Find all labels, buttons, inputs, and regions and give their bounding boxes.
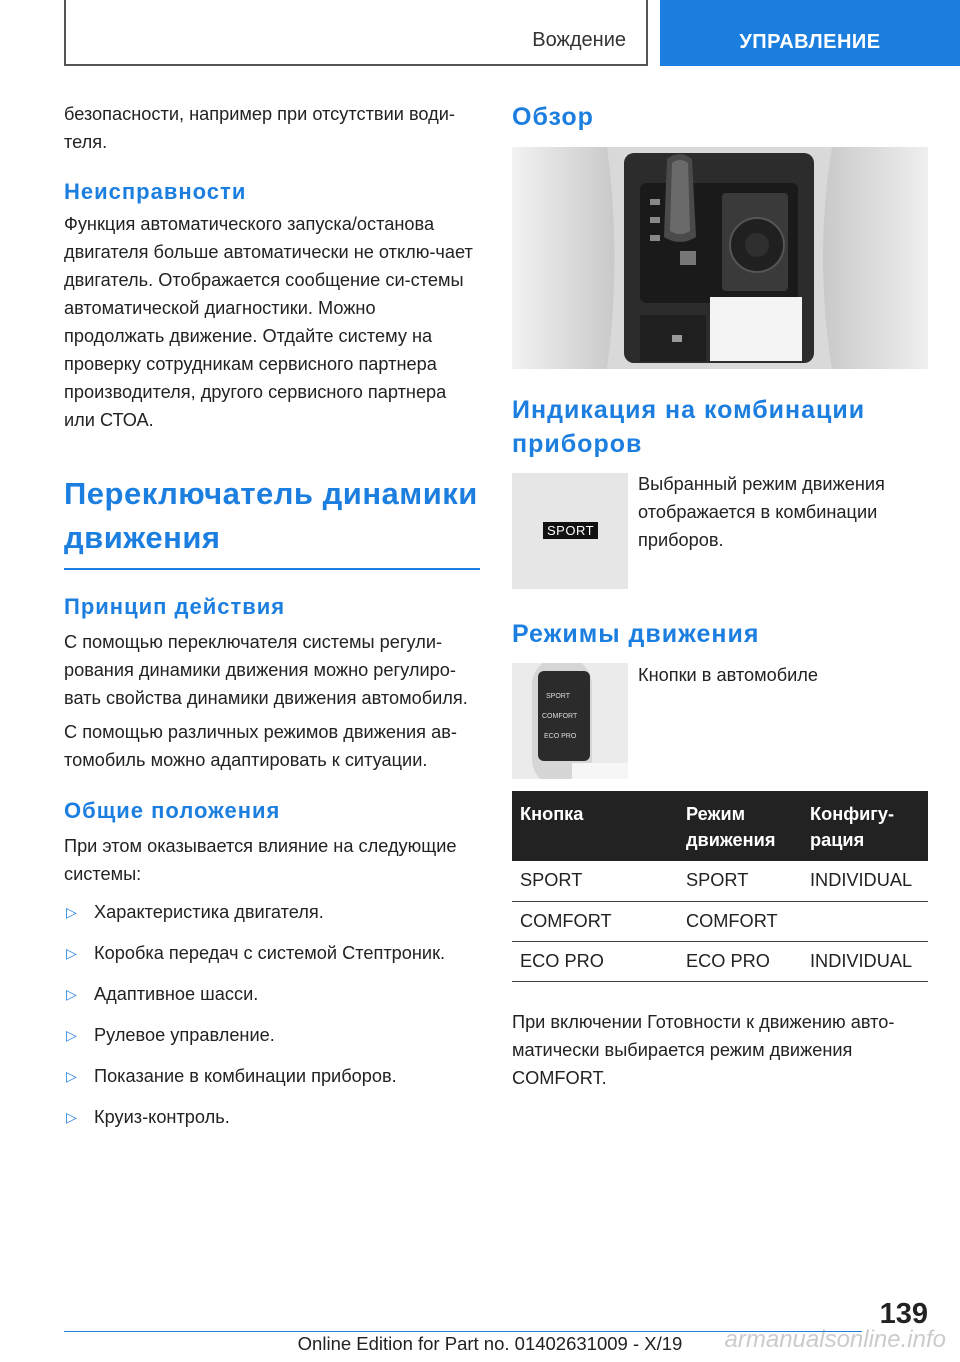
overview-heading: Обзор xyxy=(512,103,594,131)
list-item: ▷ Адаптивное шасси. xyxy=(64,980,480,1008)
left-column xyxy=(64,100,480,1144)
table-cell: INDIVIDUAL xyxy=(802,861,928,901)
list-item: ▷ Рулевое управление. xyxy=(64,1021,480,1049)
table-header-row xyxy=(512,791,928,861)
principle-paragraph-2: С помощью различных режимов движения ав-томобиль можно адаптировать к ситуации. xyxy=(64,722,457,770)
cluster-paragraph: Выбранный режим движения отображается в комбинации приборов. xyxy=(638,474,885,550)
table-cell xyxy=(802,901,928,941)
triangle-bullet-icon: ▷ xyxy=(66,1109,77,1125)
chapter-divider xyxy=(64,568,480,570)
mode-button-sport: SPORT xyxy=(546,693,570,700)
header-section-box xyxy=(64,0,648,66)
table-cell: INDIVIDUAL xyxy=(802,941,928,981)
table-header-cell: Режим движения xyxy=(678,791,802,861)
chapter-title: Переключатель динамики движения xyxy=(64,476,478,555)
header-chapter-label: УПРАВЛЕНИЕ xyxy=(739,31,881,53)
triangle-bullet-icon: ▷ xyxy=(66,945,77,961)
right-column xyxy=(512,100,928,1092)
systems-list xyxy=(64,898,480,1131)
closing-paragraph: При включении Готовности к движению авто-матически выбирается режим движения COMFORT. xyxy=(512,1011,895,1088)
watermark: armanualsonline.info xyxy=(724,1326,946,1353)
modes-caption: Кнопки в автомобиле xyxy=(638,665,819,685)
triangle-bullet-icon: ▷ xyxy=(66,904,77,920)
list-item: ▷ Коробка передач с системой Стептроник. xyxy=(64,939,480,967)
table-cell: COMFORT xyxy=(512,901,678,941)
sport-badge: SPORT xyxy=(543,522,598,539)
footer-edition: Online Edition for Part no. 01402631009 - X/19 xyxy=(297,1333,683,1354)
table-row xyxy=(512,901,928,941)
malfunction-paragraph: Функция автоматического запуска/останова двигателя больше автоматически не отклю-чает двигатель. Отображается сообщение си-стемы автоматической диагностики. Можно продолжать движение. Отдайте систему на проверку сотрудникам сервисного партнера производителя, другого сервисного партнера или СТОА. xyxy=(64,214,473,430)
center-console-image xyxy=(512,147,928,369)
table-cell: SPORT xyxy=(512,861,678,901)
modes-table xyxy=(512,791,928,982)
table-cell: ECO PRO xyxy=(678,941,802,981)
center-console-illustration xyxy=(512,147,928,369)
triangle-bullet-icon: ▷ xyxy=(66,1068,77,1084)
header-section-label: Вождение xyxy=(532,29,626,51)
intro-paragraph: безопасности, например при отсутствии води-теля. xyxy=(64,104,455,152)
list-item: ▷ Характеристика двигателя. xyxy=(64,898,480,926)
header-chapter-tab[interactable] xyxy=(660,0,960,66)
table-header-cell: Конфигу-рация xyxy=(802,791,928,861)
cluster-heading: Индикация на комбинации приборов xyxy=(512,396,866,458)
principle-heading: Принцип действия xyxy=(64,594,286,619)
page-number: 139 xyxy=(879,1298,928,1330)
mode-button-eco-pro: ECO PRO xyxy=(544,733,577,740)
malfunction-heading: Неисправности xyxy=(64,179,247,204)
general-intro: При этом оказывается влияние на следующие системы: xyxy=(64,836,457,884)
list-item: ▷ Показание в комбинации приборов. xyxy=(64,1062,480,1090)
table-cell: COMFORT xyxy=(678,901,802,941)
cluster-display-image xyxy=(512,473,628,589)
triangle-bullet-icon: ▷ xyxy=(66,1027,77,1043)
general-heading: Общие положения xyxy=(64,798,281,823)
table-cell: ECO PRO xyxy=(512,941,678,981)
modes-heading: Режимы движения xyxy=(512,620,760,648)
principle-paragraph-1: С помощью переключателя системы регули-рования динамики движения можно регулиро-вать свойства динамики движения автомобиля. xyxy=(64,632,468,708)
triangle-bullet-icon: ▷ xyxy=(66,986,77,1002)
cluster-block xyxy=(512,473,928,589)
table-cell: SPORT xyxy=(678,861,802,901)
mode-button-comfort: COMFORT xyxy=(542,713,578,720)
table-row xyxy=(512,861,928,901)
modes-block xyxy=(512,663,928,779)
list-item: ▷ Круиз-контроль. xyxy=(64,1103,480,1131)
table-header-cell: Кнопка xyxy=(512,791,678,861)
mode-buttons-image xyxy=(512,663,628,779)
table-row xyxy=(512,941,928,981)
